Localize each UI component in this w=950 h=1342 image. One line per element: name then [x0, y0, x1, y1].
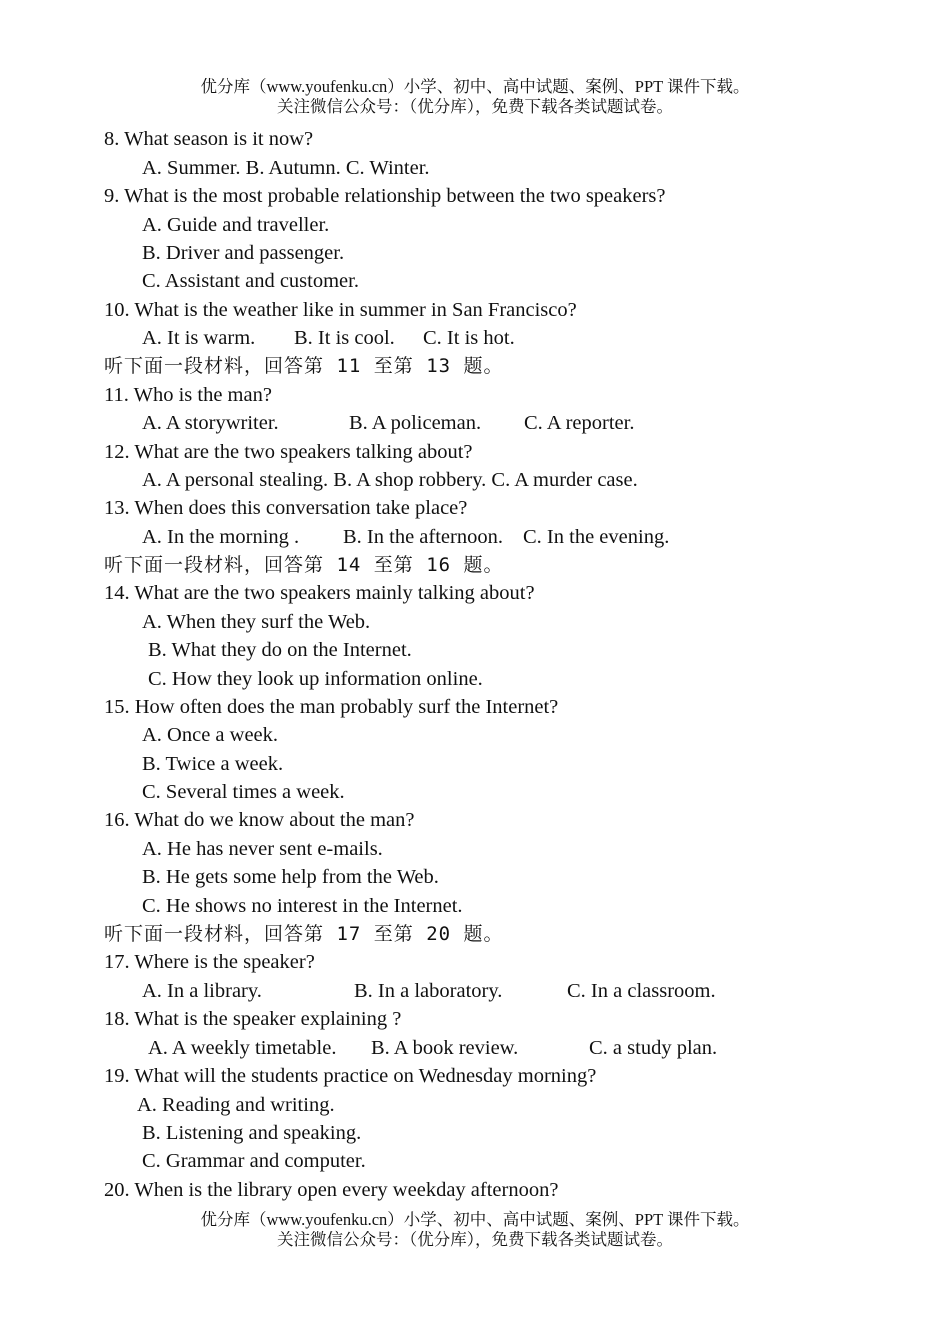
q14-option-c: C. How they look up information online.	[148, 668, 483, 690]
header-line-1: 优分库（www.youfenku.cn）小学、初中、高中试题、案例、PPT 课件下载。	[200, 77, 750, 96]
q9-option-a: A. Guide and traveller.	[142, 214, 330, 236]
question-8: 8. What season is it now?	[104, 128, 314, 150]
q17-option-a: A. In a library.	[142, 980, 262, 1002]
q14-option-b: B. What they do on the Internet.	[148, 639, 412, 661]
question-13: 13. When does this conversation take place?	[104, 497, 468, 519]
question-10: 10. What is the weather like in summer in San Francisco?	[104, 299, 577, 321]
q13-option-a: A. In the morning .	[142, 526, 300, 548]
question-14: 14. What are the two speakers mainly talking about?	[104, 582, 535, 604]
question-15: 15. How often does the man probably surf the Internet?	[104, 696, 559, 718]
q10-option-a: A. It is warm.	[142, 327, 256, 349]
q19-option-a: A. Reading and writing.	[137, 1094, 335, 1116]
header-line-2: 关注微信公众号：（优分库），免费下载各类试题试卷。	[277, 97, 673, 116]
q11-option-b: B. A policeman.	[349, 412, 482, 434]
q8-options: A. Summer. B. Autumn. C. Winter.	[142, 157, 430, 179]
q13-option-b: B. In the afternoon.	[343, 526, 503, 548]
q10-option-c: C. It is hot.	[423, 327, 515, 349]
question-9: 9. What is the most probable relationship between the two speakers?	[104, 185, 666, 207]
q18-option-a: A. A weekly timetable.	[148, 1037, 337, 1059]
footer-line-2: 关注微信公众号：（优分库），免费下载各类试题试卷。	[277, 1230, 673, 1249]
page-header	[0, 77, 950, 117]
q15-option-c: C. Several times a week.	[142, 781, 345, 803]
question-12: 12. What are the two speakers talking about?	[104, 441, 473, 463]
q19-option-b: B. Listening and speaking.	[142, 1122, 362, 1144]
q10-option-b: B. It is cool.	[294, 327, 395, 349]
question-20: 20. When is the library open every weekday afternoon?	[104, 1179, 559, 1201]
question-11: 11. Who is the man?	[104, 384, 272, 406]
q11-option-a: A. A storywriter.	[142, 412, 279, 434]
section-instruction-17-20: 听下面一段材料，回答第 17 至第 20 题。	[104, 923, 504, 945]
q14-option-a: A. When they surf the Web.	[142, 611, 371, 633]
q11-option-c: C. A reporter.	[524, 412, 635, 434]
question-17: 17. Where is the speaker?	[104, 951, 315, 973]
q9-option-c: C. Assistant and customer.	[142, 270, 359, 292]
q17-option-c: C. In a classroom.	[567, 980, 716, 1002]
question-18: 18. What is the speaker explaining ?	[104, 1008, 402, 1030]
page-footer	[0, 1210, 950, 1250]
q15-option-a: A. Once a week.	[142, 724, 279, 746]
q19-option-c: C. Grammar and computer.	[142, 1150, 366, 1172]
q18-option-c: C. a study plan.	[589, 1037, 718, 1059]
q17-option-b: B. In a laboratory.	[354, 980, 503, 1002]
q15-option-b: B. Twice a week.	[142, 753, 284, 775]
q9-option-b: B. Driver and passenger.	[142, 242, 345, 264]
q16-option-b: B. He gets some help from the Web.	[142, 866, 439, 888]
question-19: 19. What will the students practice on Wednesday morning?	[104, 1065, 597, 1087]
q16-option-c: C. He shows no interest in the Internet.	[142, 895, 463, 917]
section-instruction-11-13: 听下面一段材料，回答第 11 至第 13 题。	[104, 355, 504, 377]
q16-option-a: A. He has never sent e-mails.	[142, 838, 383, 860]
q13-option-c: C. In the evening.	[523, 526, 670, 548]
section-instruction-14-16: 听下面一段材料，回答第 14 至第 16 题。	[104, 554, 504, 576]
q18-option-b: B. A book review.	[371, 1037, 519, 1059]
footer-line-1: 优分库（www.youfenku.cn）小学、初中、高中试题、案例、PPT 课件下载。	[200, 1210, 750, 1229]
question-16: 16. What do we know about the man?	[104, 809, 415, 831]
q12-options: A. A personal stealing. B. A shop robbery. C. A murder case.	[142, 469, 638, 491]
